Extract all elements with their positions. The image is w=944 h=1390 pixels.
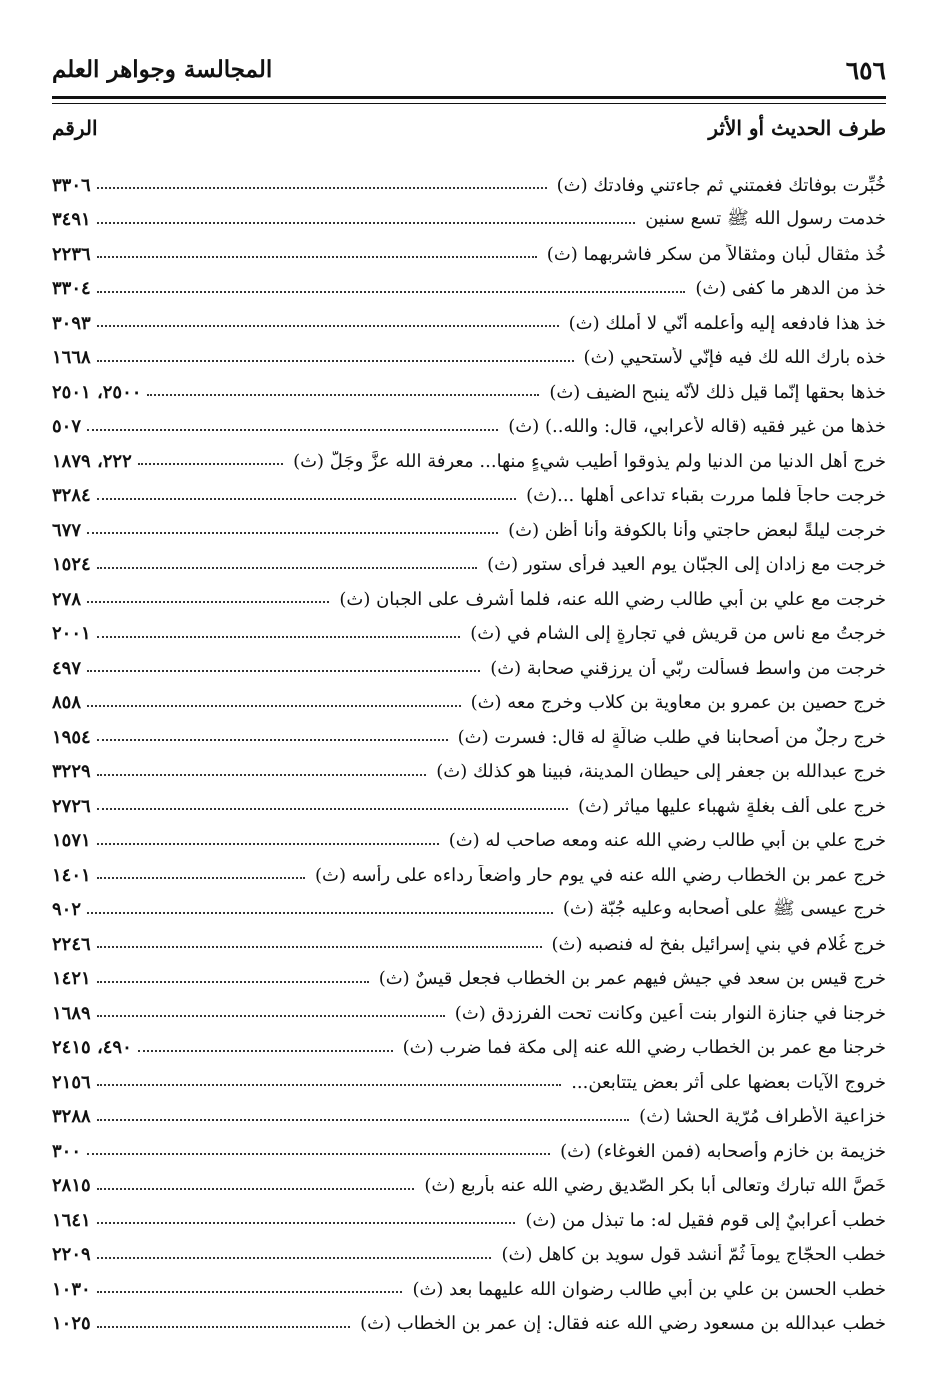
index-entry (52, 996, 886, 1031)
book-title: المجالسة وجواهر العلم (52, 56, 273, 83)
dot-leader (97, 981, 369, 983)
entry-number: ٣٢٢٩ (52, 761, 91, 783)
entry-text: خرج قيس بن سعد في جيشٍ فيهم عمر بن الخطاب فجعل قيسٌ (ث) (378, 968, 886, 990)
index-entry (52, 720, 886, 755)
entry-number: ٨٥٨ (52, 692, 82, 714)
entry-number: ١٦٦٨ (52, 347, 91, 369)
index-entry (52, 479, 886, 514)
entry-number: ٢٥٠٠، ٢٥٠١ (52, 381, 142, 403)
index-entry (52, 237, 886, 272)
dot-leader (97, 877, 305, 879)
dot-leader (97, 1326, 350, 1328)
column-header-number: الرقم (52, 116, 98, 140)
dot-leader (138, 463, 283, 465)
entry-number: ٥٠٧ (52, 416, 82, 438)
dot-leader (87, 705, 461, 707)
index-entry (52, 375, 886, 410)
index-entry (52, 203, 886, 238)
dot-leader (97, 1119, 630, 1121)
entry-number: ٣٤٩١ (52, 209, 91, 231)
entry-number: ١٠٣٠ (52, 1278, 91, 1300)
entry-number: ٢١٥٦ (52, 1071, 91, 1093)
dot-leader (87, 429, 498, 431)
index-entry (52, 168, 886, 203)
index-entry (52, 306, 886, 341)
dot-leader (97, 739, 448, 741)
column-headers (52, 116, 886, 156)
entry-text: خطب أعرابيٌ إلى قوم فقيل له: ما تبذل من (ث) (525, 1209, 886, 1231)
dot-leader (97, 567, 477, 569)
entry-number: ٦٧٧ (52, 519, 82, 541)
entry-text: خرج رجلٌ من أصحابنا في طلب ضالّةٍ له قال: فسرت (ث) (457, 726, 886, 748)
entry-text: خذها من غير فقيه (قاله لأعرابي، قال: والله..) (ث) (508, 416, 886, 438)
page-number: ٦٥٦ (845, 56, 886, 85)
entry-text: خرجنا مع عمر بن الخطاب رضي الله عنه إلى مكة فما ضرب (ث) (402, 1037, 886, 1059)
index-entry (52, 686, 886, 721)
entry-text: خرج علي بن أبي طالب رضي الله عنه ومعه صاحب له (ث) (448, 830, 886, 852)
entry-text: خزيمة بن خازم وأصحابه (فمن الغوغاء) (ث) (560, 1140, 886, 1162)
dot-leader (97, 1222, 516, 1224)
index-entry (52, 272, 886, 307)
entry-number: ١٩٥٤ (52, 726, 91, 748)
dot-leader (87, 532, 498, 534)
dot-leader (97, 946, 542, 948)
running-header (52, 52, 886, 92)
entry-text: خذها بحقها إنّما قيل ذلك لأنّه ينبح الضيف (ث) (549, 381, 886, 403)
index-entry (52, 1203, 886, 1238)
entry-text: خطب عبدالله بن مسعود رضي الله عنه فقال: إن عمر بن الخطاب (ث) (360, 1313, 886, 1335)
entry-text: خرجت مع علي بن أبي طالب رضي الله عنه، فلما أشرف على الجبان (ث) (339, 588, 886, 610)
entry-text: خرج أهل الدنيا من الدنيا ولم يذوقوا أطيب شيءٍ منها... معرفة الله عزَّ وجَلَّ (ث) (293, 450, 886, 472)
entry-text: خرج على ألف بغلةٍ شهباء عليها مياثر (ث) (577, 795, 886, 817)
dot-leader (97, 1084, 562, 1086)
entry-number: ٣٣٠٦ (52, 174, 91, 196)
index-entry (52, 341, 886, 376)
entry-number: ١٤٠١ (52, 864, 91, 886)
entry-text: خُذ مثقال لُبان ومثقالاً من سكر فاشربهما (ث) (546, 243, 886, 265)
dot-leader (87, 601, 329, 603)
entry-number: ١٦٨٩ (52, 1002, 91, 1024)
dot-leader (97, 187, 547, 189)
index-entry (52, 1307, 886, 1342)
entry-text: خطب الحجّاج يوماً ثُمّ أنشد قول سويد بن كاهل (ث) (501, 1244, 886, 1266)
dot-leader (97, 636, 461, 638)
dot-leader (97, 498, 516, 500)
dot-leader (97, 1015, 445, 1017)
entry-text: خرج عيسى ﷺ على أصحابه وعليه جُبّة (ث) (562, 897, 886, 919)
entry-text: خرجت ليلةً لبعض حاجتي وأنا بالكوفة وأنا أظن (ث) (508, 519, 886, 541)
entry-text: خرجنا في جنازة النوار بنت أعين وكانت تحت الفرزدق (ث) (454, 1002, 886, 1024)
index-entries (52, 168, 886, 1341)
index-entry (52, 1169, 886, 1204)
entry-number: ٣٠٩٣ (52, 312, 91, 334)
index-entry (52, 548, 886, 583)
entry-number: ٢٢٢، ١٨٧٩ (52, 450, 132, 472)
entry-text: خرجت من واسط فسألت ربّي أن يرزقني صحابة (ث) (490, 657, 886, 679)
dot-leader (97, 774, 427, 776)
entry-number: ١٥٧١ (52, 830, 91, 852)
entry-number: ٢٢٤٦ (52, 933, 91, 955)
entry-text: خرجتُ مع ناسٍ من قريش في تجارةٍ إلى الشام في (ث) (470, 623, 886, 645)
index-entry (52, 651, 886, 686)
entry-text: خطب الحسن بن علي بن أبي طالب رضوان الله عليهما بعد (ث) (412, 1278, 886, 1300)
index-entry (52, 789, 886, 824)
column-header-text: طرف الحديث أو الأثر (708, 116, 886, 140)
header-rule-thick (52, 96, 886, 99)
index-entry (52, 893, 886, 928)
index-entry (52, 1272, 886, 1307)
index-entry (52, 1031, 886, 1066)
dot-leader (97, 843, 439, 845)
dot-leader (147, 394, 539, 396)
dot-leader (97, 360, 574, 362)
entry-number: ٣٢٨٨ (52, 1106, 91, 1128)
header-rule-thin (52, 103, 886, 104)
index-entry (52, 582, 886, 617)
index-entry (52, 513, 886, 548)
entry-number: ٢٧٢٦ (52, 795, 91, 817)
entry-text: خدمت رسول الله ﷺ تسع سنين (645, 207, 886, 229)
index-entry (52, 1100, 886, 1135)
entry-number: ١٤٢١ (52, 968, 91, 990)
dot-leader (97, 1291, 403, 1293)
entry-text: خزاعية الأطراف مُرّية الحشا (ث) (639, 1106, 886, 1128)
dot-leader (97, 1188, 415, 1190)
entry-text: خرج حصين بن عمرو بن معاوية بن كلاب وخرج معه (ث) (470, 692, 886, 714)
entry-number: ١٦٤١ (52, 1209, 91, 1231)
dot-leader (87, 912, 553, 914)
dot-leader (97, 256, 537, 258)
index-entry (52, 617, 886, 652)
dot-leader (97, 808, 568, 810)
index-entry (52, 755, 886, 790)
dot-leader (97, 291, 686, 293)
index-entry (52, 962, 886, 997)
entry-text: خرج عمر بن الخطاب رضي الله عنه في يوم حار واضعاً رداءه على رأسه (ث) (315, 864, 886, 886)
entry-text: خَصَّ الله تبارك وتعالى أبا بكرٍ الصّديق رضي الله عنه بأربع (ث) (424, 1175, 886, 1197)
index-entry (52, 1065, 886, 1100)
dot-leader (138, 1050, 393, 1052)
index-entry (52, 858, 886, 893)
entry-number: ٣٢٨٤ (52, 485, 91, 507)
index-entry (52, 410, 886, 445)
entry-number: ٩٠٢ (52, 899, 82, 921)
index-entry (52, 444, 886, 479)
index-entry (52, 1238, 886, 1273)
entry-text: خذ هذا فادفعه إليه وأعلمه أنّي لا أملك (ث) (568, 312, 886, 334)
dot-leader (97, 222, 636, 224)
dot-leader (97, 325, 559, 327)
entry-number: ١٥٢٤ (52, 554, 91, 576)
entry-text: خذ من الدهر ما كفى (ث) (695, 278, 886, 300)
entry-text: خرجت مع زادان إلى الجبّان يوم العيد فرأى ستور (ث) (487, 554, 886, 576)
entry-text: خرجت حاجاً فلما مررت بقباء تداعى أهلها ...(ث) (526, 485, 886, 507)
entry-number: ٢٨١٥ (52, 1175, 91, 1197)
entry-number: ٢٢٠٩ (52, 1244, 91, 1266)
dot-leader (87, 670, 480, 672)
entry-text: خرج غُلام في بني إسرائيل بفخ له فنصبه (ث) (551, 933, 886, 955)
index-entry (52, 824, 886, 859)
dot-leader (97, 1257, 492, 1259)
entry-number: ٢٢٣٦ (52, 243, 91, 265)
entry-number: ٤٩٠، ٢٤١٥ (52, 1037, 132, 1059)
entry-number: ٢٠٠١ (52, 623, 91, 645)
entry-text: خُبِّرت بوفاتك فغمتني ثم جاءتني وفادتك (ث) (556, 174, 886, 196)
entry-text: خرج عبدالله بن جعفر إلى حيطان المدينة، فبينا هو كذلك (ث) (436, 761, 886, 783)
entry-number: ١٠٢٥ (52, 1313, 91, 1335)
dot-leader (87, 1153, 550, 1155)
entry-text: خذه بارك الله لك فيه فإنّي لأستحيي (ث) (583, 347, 886, 369)
entry-number: ٢٧٨ (52, 588, 82, 610)
entry-number: ٣٣٠٤ (52, 278, 91, 300)
index-entry (52, 1134, 886, 1169)
index-entry (52, 927, 886, 962)
entry-text: خروج الآيات بعضها على أثر بعضٍ يتتابعن... (571, 1071, 886, 1093)
entry-number: ٣٠٠ (52, 1140, 82, 1162)
entry-number: ٤٩٧ (52, 657, 82, 679)
